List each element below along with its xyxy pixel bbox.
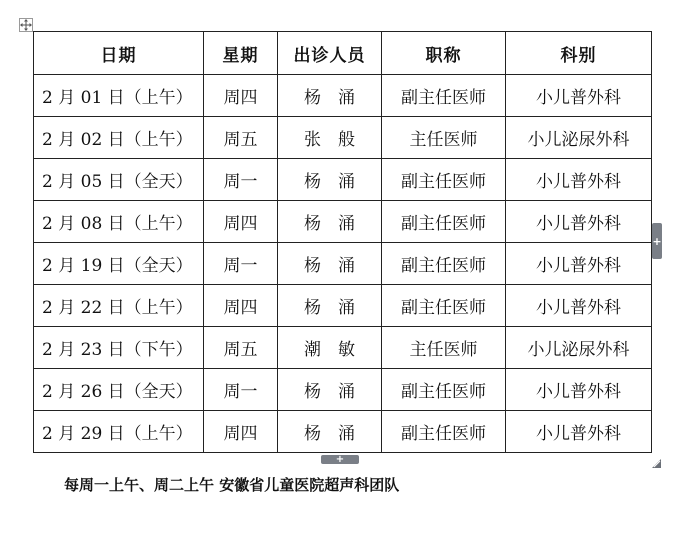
cell-staff[interactable]: 杨 涌 (278, 201, 382, 243)
header-date: 日期 (34, 32, 204, 75)
cell-date[interactable]: 2 月 08 日（上午） (34, 201, 204, 243)
cell-title[interactable]: 副主任医师 (382, 75, 506, 117)
table-row (34, 243, 652, 285)
cell-date[interactable]: 2 月 01 日（上午） (34, 75, 204, 117)
insert-row-button[interactable]: + (321, 455, 359, 464)
cell-staff[interactable]: 潮 敏 (278, 327, 382, 369)
header-department: 科别 (506, 32, 652, 75)
cell-department[interactable]: 小儿普外科 (506, 369, 652, 411)
cell-weekday[interactable]: 周一 (204, 159, 278, 201)
table-row (34, 327, 652, 369)
header-staff: 出诊人员 (278, 32, 382, 75)
cell-staff[interactable]: 杨 涌 (278, 285, 382, 327)
table-move-handle-icon[interactable] (19, 17, 33, 31)
table-row (34, 285, 652, 327)
cell-date[interactable]: 2 月 22 日（上午） (34, 285, 204, 327)
header-title: 职称 (382, 32, 506, 75)
cell-staff[interactable]: 杨 涌 (278, 159, 382, 201)
cell-title[interactable]: 主任医师 (382, 117, 506, 159)
header-weekday: 星期 (204, 32, 278, 75)
cell-title[interactable]: 主任医师 (382, 327, 506, 369)
cell-staff[interactable]: 杨 涌 (278, 411, 382, 453)
cell-department[interactable]: 小儿普外科 (506, 285, 652, 327)
table-resize-handle-icon[interactable] (651, 454, 662, 465)
insert-column-button[interactable]: + (652, 223, 662, 259)
cell-weekday[interactable]: 周五 (204, 327, 278, 369)
cell-title[interactable]: 副主任医师 (382, 159, 506, 201)
table-row (34, 411, 652, 453)
cell-date[interactable]: 2 月 19 日（全天） (34, 243, 204, 285)
header-row (34, 32, 652, 75)
cell-department[interactable]: 小儿普外科 (506, 159, 652, 201)
table-row (34, 117, 652, 159)
footer-note: 每周一上午、周二上午 安徽省儿童医院超声科团队 (64, 476, 400, 494)
cell-staff[interactable]: 杨 涌 (278, 243, 382, 285)
cell-title[interactable]: 副主任医师 (382, 411, 506, 453)
cell-weekday[interactable]: 周四 (204, 75, 278, 117)
cell-title[interactable]: 副主任医师 (382, 201, 506, 243)
cell-staff[interactable]: 杨 涌 (278, 369, 382, 411)
clinic-schedule-table (33, 31, 652, 453)
cell-department[interactable]: 小儿普外科 (506, 243, 652, 285)
cell-title[interactable]: 副主任医师 (382, 243, 506, 285)
cell-staff[interactable]: 杨 涌 (278, 75, 382, 117)
cell-date[interactable]: 2 月 05 日（全天） (34, 159, 204, 201)
table-row (34, 75, 652, 117)
table-row (34, 159, 652, 201)
cell-weekday[interactable]: 周四 (204, 201, 278, 243)
cell-department[interactable]: 小儿普外科 (506, 75, 652, 117)
cell-weekday[interactable]: 周一 (204, 369, 278, 411)
cell-title[interactable]: 副主任医师 (382, 285, 506, 327)
cell-weekday[interactable]: 周五 (204, 117, 278, 159)
table-row (34, 369, 652, 411)
cell-department[interactable]: 小儿普外科 (506, 411, 652, 453)
cell-weekday[interactable]: 周四 (204, 411, 278, 453)
cell-department[interactable]: 小儿泌尿外科 (506, 117, 652, 159)
cell-date[interactable]: 2 月 29 日（上午） (34, 411, 204, 453)
cell-date[interactable]: 2 月 23 日（下午） (34, 327, 204, 369)
cell-staff[interactable]: 张 般 (278, 117, 382, 159)
cell-department[interactable]: 小儿普外科 (506, 201, 652, 243)
cell-weekday[interactable]: 周四 (204, 285, 278, 327)
cell-title[interactable]: 副主任医师 (382, 369, 506, 411)
cell-date[interactable]: 2 月 02 日（上午） (34, 117, 204, 159)
cell-weekday[interactable]: 周一 (204, 243, 278, 285)
cell-date[interactable]: 2 月 26 日（全天） (34, 369, 204, 411)
table-row (34, 201, 652, 243)
cell-department[interactable]: 小儿泌尿外科 (506, 327, 652, 369)
